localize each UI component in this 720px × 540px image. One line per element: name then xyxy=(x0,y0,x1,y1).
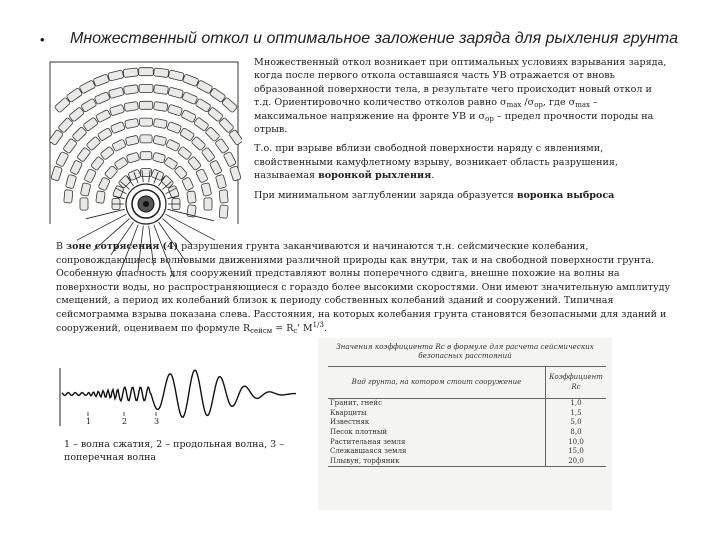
table-row xyxy=(328,409,606,419)
col-coef-header: Коэффициент Rc xyxy=(546,367,607,399)
table-row xyxy=(328,457,606,467)
title-row xyxy=(40,30,700,54)
soil-cell: Гранит, гнейс xyxy=(330,399,383,408)
soil-cell: Известняк xyxy=(330,418,370,427)
ejection-crater-term: воронка выброса xyxy=(516,189,615,201)
soil-cell: Слежавшаяся земля xyxy=(330,447,407,456)
seismogram-caption: 1 – волна сжатия, 2 – продольная волна, 3 – поперечная волна xyxy=(64,439,284,463)
spall-description xyxy=(254,56,670,208)
coef-cell: 1,5 xyxy=(546,409,607,419)
wave-label-1: 1 xyxy=(86,417,92,426)
seismogram xyxy=(56,362,300,432)
coef-cell: 5,0 xyxy=(546,418,607,428)
coef-cell: 8,0 xyxy=(546,428,607,438)
table-row xyxy=(328,438,606,448)
coef-cell: 1,0 xyxy=(546,399,607,409)
coef-cell: 10,0 xyxy=(546,438,607,448)
soil-cell: Кварциты xyxy=(330,408,367,417)
seismogram-trace xyxy=(62,370,296,417)
coef-cell: 20,0 xyxy=(546,457,607,467)
ejection-crater-paragraph: При минимальном заглублении заряда образуется воронка выброса xyxy=(254,189,615,201)
table-row xyxy=(328,399,606,409)
soil-cell: Плывун, торфяник xyxy=(328,457,546,467)
loosening-crater-term: воронкой рыхления xyxy=(318,170,432,182)
col-soil-header: Вид грунта, на котором стоит сооружение xyxy=(328,367,546,399)
soil-cell: Песок плотный xyxy=(330,427,388,436)
soil-cell: Растительная земля xyxy=(330,437,406,446)
shock-zone-term: зоне сотрясения (4) xyxy=(66,241,179,252)
coef-cell: 15,0 xyxy=(546,447,607,457)
wave-label-3: 3 xyxy=(154,417,160,426)
wave-label-2: 2 xyxy=(122,417,128,426)
coefficient-table-panel xyxy=(318,338,612,510)
shock-zone-paragraph: В зоне сотрясения (4) разрушения грунта заканчиваются и начинаются т.н. сейсмические колебания, сопровождающиеся волновыми движениями различной природы как внутри, так и на свободной поверхности грунта. Особенную опасность для сооружений представляют волны поперечного сдвига, внешне похожие на волны на поверхности воды, но распространяющиеся с гораздо более высокими скоростями. Они имеют значительную амплитуду смещений, а период их колебаний близок к периоду собственных колебаний зданий и сооружений. Типичная сейсмограмма взрыва показана слева. Расстояния, на которых колебания грунта становятся безопасными для зданий и сооружений, оцениваем по формуле $R_{сейсм} = R_с'$ $M^{1/3}$. xyxy=(56,241,671,335)
loosening-crater-paragraph: Т.о. при взрыве вблизи свободной поверхности наряду с явлениями, свойственными камуфлетному взрыву, возникает область разрушения, называемая воронкой рыхления. xyxy=(254,143,618,182)
slide-title: Множественный откол и оптимальное заложение заряда для рыхления грунта xyxy=(70,30,678,47)
title-bullet: • xyxy=(40,32,45,47)
table-row xyxy=(328,418,606,428)
table-caption: Значения коэффициента Rc в формуле для расчета сейсмических безопасных расстояний xyxy=(336,342,594,360)
table-row xyxy=(328,447,606,457)
table-row xyxy=(328,428,606,438)
coefficient-table xyxy=(328,366,606,467)
multiple-spall-paragraph: Множественный откол возникает при оптимальных условиях взрывания заряда, когда после первого откола оставшаяся часть УВ отражается от вновь образованной поверхности тела, в результате чего происходит новый откол и т.д. Ориентировочно количество отколов равно $\sigma_{max}$ $/\sigma_{ор}$, где $\sigma_{max}$ – максимальное напряжение на фронте УВ и $\sigma_{ор}$ – предел прочности породы на отрыв. xyxy=(254,57,667,136)
